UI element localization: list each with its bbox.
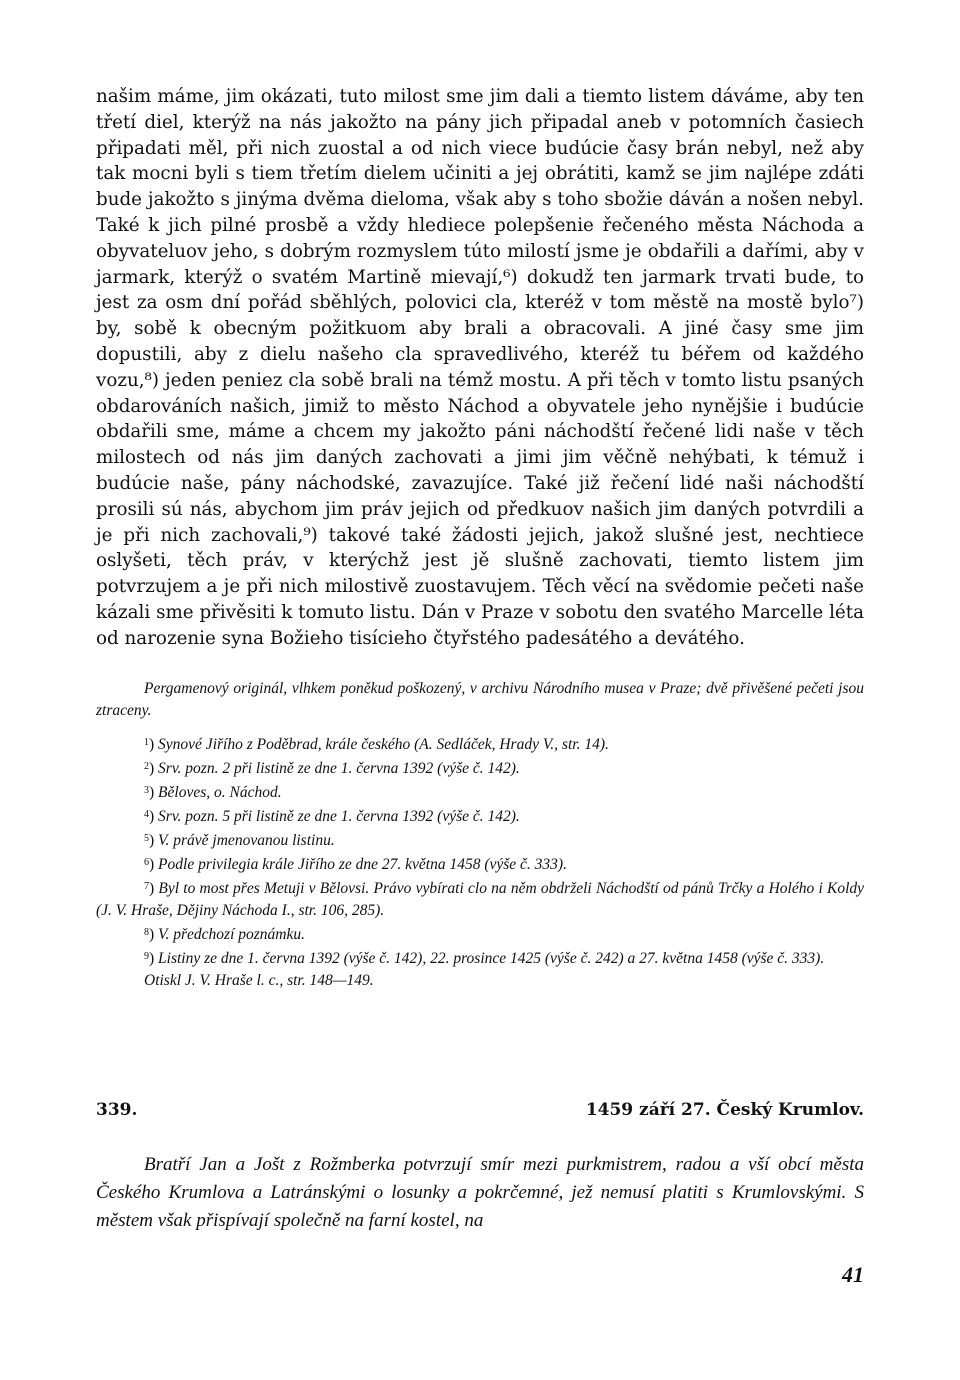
document-header [96, 1100, 864, 1120]
page-number: 41 [842, 1262, 864, 1287]
footnote: $^8$) V. předchozí poznámku. [144, 925, 306, 943]
document-regest: Bratří Jan a Jošt z Rožmberka potvrzují smír mezi purkmistrem, radou a vší obcí města Českého Krumlova a Latránskými o losunky a pokrčemné, jež nemusí platiti s Krumlovskými. S městem však přispívají společně na farní kostel, na [96, 1154, 864, 1231]
document-number: 339. [96, 1100, 138, 1120]
document-date-place: 1459 září 27. Český Krumlov. [585, 1100, 864, 1120]
footnote: $^3$) Běloves, o. Náchod. [144, 783, 282, 801]
archive-note: Pergamenový originál, vlhkem poněkud poškozený, v archivu Národního musea v Praze; dvě přivěšené pečeti jsou ztraceny. [96, 679, 864, 719]
footnote: $^9$) Listiny ze dne 1. června 1392 (výše č. 142), 22. prosince 1425 (výše č. 242) a 27. května 1458 (výše č. 333). [144, 949, 825, 967]
footnote: $^5$) V. právě jmenovanou listinu. [144, 831, 335, 849]
charter-text: našim máme, jim okázati, tuto milost sme jim dali a tiemto listem dáváme, aby ten třetí diel, kterýž na nás jakožto na pány jich připadal aneb v potomních časiech připadati měl, při nich zuostal a od nich viece budúcie časy brán nebyl, než aby tak mocni byli s tiem třetím dielem učiniti a jej obrátiti, kamž se jim najlépe zdáti bude jakožto s jinýma dvěma dieloma, však aby s toho sbožie dáván a nošen nebyl. Také k jich pilné prosbě a vždy hlediece polepšenie řečeného města Náchoda a obyvateluov jeho, s dobrým rozmyslem túto milostí jsme je obdařili a dařími, aby v jarmark, kterýž o svatém Martině mievají,⁶) dokudž ten jarmark trvati bude, to jest za osm dní pořád sběhlých, polovici cla, kteréž v tom městě na mostě bylo⁷) by, sobě k obecným požitkuom aby brali a obracovali. A jiné časy sme jim dopustili, aby z dielu našeho cla spravedlivého, kteréž tu béřem od každého vozu,⁸) jeden peniez cla sobě brali na témž mostu. A při těch v tomto listu psaných obdarováních našich, jimiž to město Náchod a obyvatele jeho nynějšie i budúcie obdařili sme, máme a chcem my jakožto páni náchodští řečené lidi naše v těch milostech od nás jim daných zachovati a jimi jim věčně nehýbati, k témuž i budúcie naše, pány náchodské, zavazujíce. Také již řečení lidé naši náchodští prosili sú nás, abychom jim práv jejich od předkuov našich jim daných potvrdili a je při nich zachovali,⁹) takové také žádosti jejich, jakož slušné jest, nechtiece oslyšeti, těch práv, v kterýchž jest jě slušně zachovati, tiemto listem jim potvrzujem a je při nich milostivě zuostavujem. Těch věcí na svědomie pečeti naše kázali sme přivěsiti k tomuto listu. Dán v Praze v sobotu den svatého Marcelle léta od narozenie syna Božieho tisícieho čtyřstého padesátého a devátého. [96, 86, 864, 649]
footnote: $^4$) Srv. pozn. 5 při listině ze dne 1. června 1392 (výše č. 142). [144, 807, 520, 825]
footnotes [96, 732, 864, 992]
footnote: $^6$) Podle privilegia krále Jiřího ze dne 27. května 1458 (výše č. 333). [144, 855, 567, 873]
edition-note: Otiskl J. V. Hraše l. c., str. 148—149. [144, 971, 374, 989]
footnote: $^2$) Srv. pozn. 2 při listině ze dne 1. června 1392 (výše č. 142). [144, 759, 520, 777]
page-content [96, 84, 864, 992]
footnote: $^7$) Byl to most přes Metuji v Bělovsi. Právo vybírati clo na něm obdrželi Náchodští od pánů Trčky a Holého i Koldy (J. V. Hraše, Dějiny Náchoda I., str. 106, 285). [96, 879, 864, 919]
footnote: $^1$) Synové Jiřího z Poděbrad, krále českého (A. Sedláček, Hrady V., str. 14). [144, 735, 609, 753]
